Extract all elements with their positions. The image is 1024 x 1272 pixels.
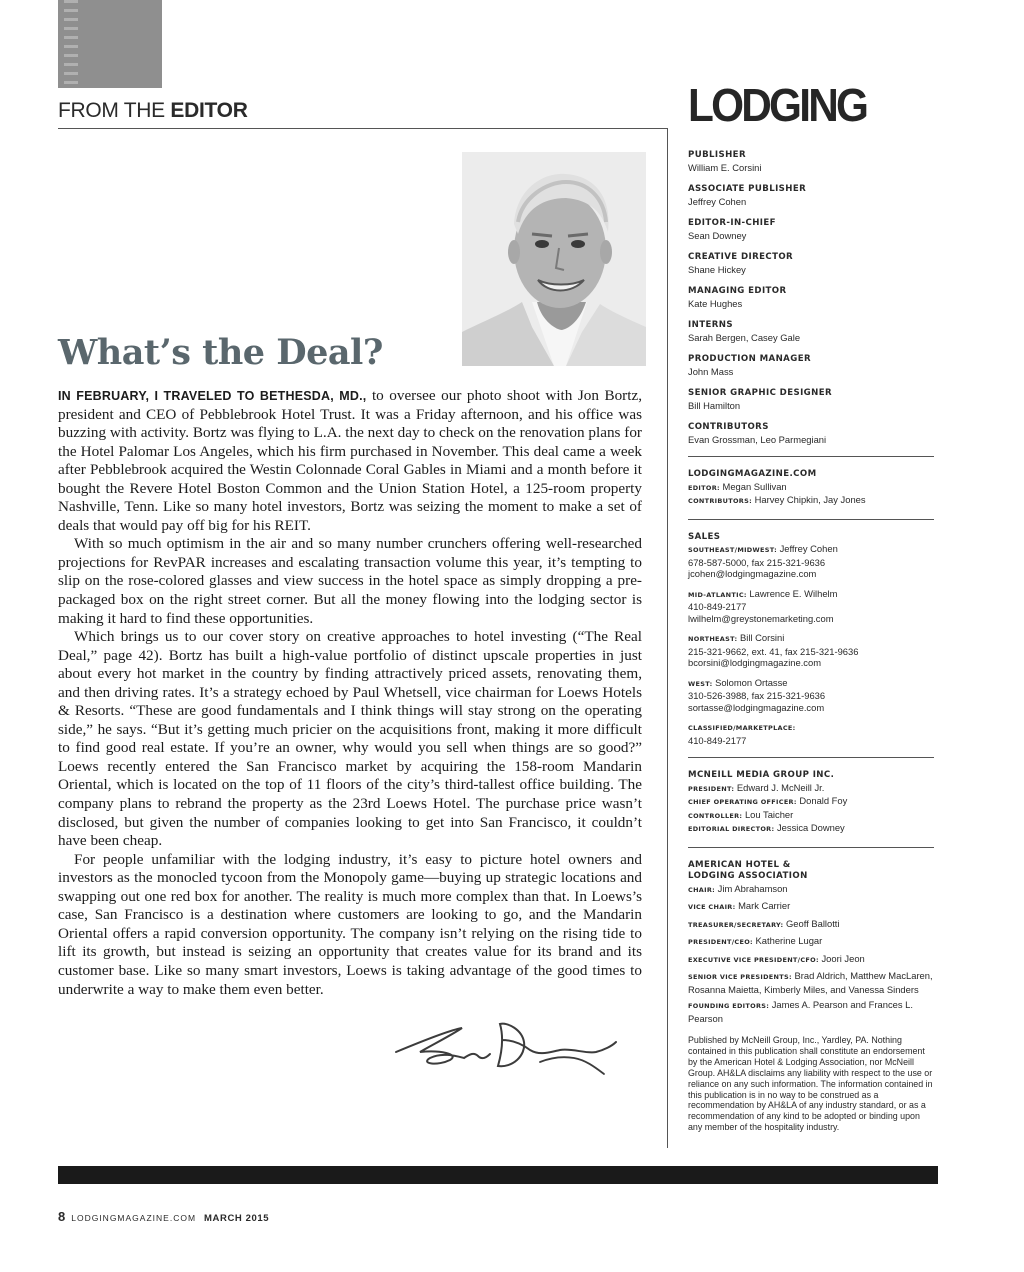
mcneill-title: MCNEILL MEDIA GROUP INC. xyxy=(688,770,835,780)
sales-rep-phone: 215-321-9662, ext. 41, fax 215-321-9636 xyxy=(688,645,859,657)
staff-name: Kate Hughes xyxy=(688,297,743,309)
sales-rep-email: bcorsini@lodgingmagazine.com xyxy=(688,657,822,668)
article-paragraph-2: With so much optimism in the air and so many number crunchers offering well-researched projections for RevPAR increases and escalating transaction volume this year, it’s tempting to slip on the rose-colored glasses and view success in the hotel space as simply dropping a pre-packaged box on the right street corner. But all the money flowing into the lodging sector is making it hard to find these opportunities. xyxy=(58,535,642,627)
sales-rep-line xyxy=(688,677,934,691)
editor-portrait-icon xyxy=(462,152,646,366)
sales-rep-email: jcohen@lodgingmagazine.com xyxy=(688,568,817,579)
masthead-row-label: VICE CHAIR: xyxy=(688,903,736,911)
sales-rep xyxy=(688,543,934,580)
section-label xyxy=(58,99,248,123)
article-lead-in: IN FEBRUARY, I TRAVELED TO BETHESDA, MD., xyxy=(58,389,367,403)
ahla-block xyxy=(688,860,934,1025)
footer-date: MARCH 2015 xyxy=(204,1213,270,1224)
sales-rep-email: sortasse@lodgingmagazine.com xyxy=(688,701,825,713)
footer-bar xyxy=(58,1166,938,1184)
masthead-divider xyxy=(688,519,934,520)
article-headline: What’s the Deal? xyxy=(58,332,383,373)
masthead-row-name: Jim Abrahamson xyxy=(715,882,788,894)
article-body xyxy=(58,387,642,999)
masthead-row xyxy=(688,795,934,809)
web-block xyxy=(688,469,934,508)
sales-rep-region: NORTHEAST: xyxy=(688,635,738,643)
sales-rep-line xyxy=(688,632,934,646)
sales-list xyxy=(688,543,934,713)
staff-entry xyxy=(688,286,934,309)
magazine-logo: LODGING xyxy=(688,79,867,131)
masthead-row xyxy=(688,782,934,796)
footer-site: LODGINGMAGAZINE.COM xyxy=(71,1213,197,1223)
staff-name: Evan Grossman, Leo Parmegiani xyxy=(688,433,827,445)
masthead-row xyxy=(688,970,934,995)
mcneill-block xyxy=(688,770,934,836)
sales-rep-region: SOUTHEAST/MIDWEST: xyxy=(688,546,777,554)
editor-photo xyxy=(462,152,646,366)
section-label-bold: EDITOR xyxy=(170,99,248,122)
article-paragraph-1 xyxy=(58,387,642,535)
sales-rep-phone: 410-849-2177 xyxy=(688,601,747,612)
masthead xyxy=(688,150,934,1133)
masthead-row xyxy=(688,999,934,1024)
sales-rep-line xyxy=(688,588,934,602)
sales-rep-phone: 310-526-3988, fax 215-321-9636 xyxy=(688,690,826,701)
staff-name: Jeffrey Cohen xyxy=(688,195,747,207)
staff-name: Shane Hickey xyxy=(688,263,746,275)
article-paragraph-3: Which brings us to our cover story on creative approaches to hotel investing (“The Real Deal,” page 42). Bortz has built a high-value portfolio of distinct upscale properties in just about every hot market in the country by finding attractively priced assets, renovating them, and then driving rates. It’s a strategy echoed by Paul Whetsell, vice chairman for Loews Hotels & Resorts. “These are good fundamentals and I think things will stay strong on the operating side,” he says. “But it’s getting much pricier on the acquisitions front, making it more difficult to find good real estate. If you’re an owner, why would you sell when things are so good?” Loews recently entered the San Francisco market by acquiring the 158-room Mandarin Oriental, which is located on the top of 11 floors of the city’s third-tallest office building. The company plans to rebrand the property as the 23rd Loews Hotel. The purchase price wasn’t disclosed, but given the number of companies looking to get into San Francisco, it couldn’t have been cheap. xyxy=(58,628,642,850)
masthead-row-label: CHAIR: xyxy=(688,885,716,894)
masthead-row-label: SENIOR VICE PRESIDENTS: xyxy=(688,973,792,981)
masthead-row-label: PRESIDENT/CEO: xyxy=(688,938,753,946)
masthead-row xyxy=(688,822,934,836)
staff-name: Sean Downey xyxy=(688,229,747,241)
staff-title: PUBLISHER xyxy=(688,150,746,160)
column-rule xyxy=(667,128,668,1148)
article-paragraph-1-text: to oversee our photo shoot with Jon Bortz, president and CEO of Pebblebrook Hotel Trust. It was a Friday afternoon, and his office was buzzing with activity. Bortz was flying to L.A. the next day to check on the renovation plans for the Hotel Palomar Los Angeles, which his firm purchased in November. This deal came a week after Pebblebrook acquired the Westin Colonnade Coral Gables in Miami and a month before it bought the Revere Hotel Boston Common and the Union Station Hotel, a 125-room property Nashville, Tenn. Like so many hotel investors, Bortz was seizing the moment to make a set of deals that would pay off big for his REIT. xyxy=(58,387,642,534)
masthead-row-name: Brad Aldrich, Matthew MacLaren, Rosanna Maietta, Kimberly Miles, and Vanessa Sinders xyxy=(688,970,933,995)
masthead-divider xyxy=(688,757,934,758)
masthead-divider xyxy=(688,456,934,457)
masthead-row xyxy=(688,918,934,932)
masthead-row-name: Edward J. McNeill Jr. xyxy=(734,781,825,793)
masthead-row-name: Mark Carrier xyxy=(735,900,791,911)
staff-entry xyxy=(688,388,934,411)
staff-entry xyxy=(688,320,934,343)
web-editor-name: Megan Sullivan xyxy=(719,480,787,492)
sales-rep xyxy=(688,677,934,714)
ahla-title-line1: AMERICAN HOTEL & xyxy=(688,859,791,870)
sales-rep-name: Solomon Ortasse xyxy=(712,676,788,688)
masthead-row-label: EDITORIAL DIRECTOR: xyxy=(688,825,775,833)
masthead-row-name: Lou Taicher xyxy=(742,808,794,820)
sales-title: SALES xyxy=(688,531,721,542)
staff-title: MANAGING EDITOR xyxy=(688,286,787,296)
staff-list xyxy=(688,150,934,445)
section-label-light: FROM THE xyxy=(58,99,171,122)
staff-name: Bill Hamilton xyxy=(688,399,741,411)
sales-rep-email: lwilhelm@greystonemarketing.com xyxy=(688,612,834,624)
staff-title: PRODUCTION MANAGER xyxy=(688,354,811,364)
web-title: LODGINGMAGAZINE.COM xyxy=(688,469,817,479)
page-footer xyxy=(58,1209,269,1224)
masthead-row-label: PRESIDENT: xyxy=(688,784,735,793)
corner-tab xyxy=(58,0,162,88)
sales-rep-region: MID-ATLANTIC: xyxy=(688,590,747,599)
staff-title: CONTRIBUTORS xyxy=(688,422,769,432)
sales-rep-name: Jeffrey Cohen xyxy=(776,543,838,554)
staff-title: EDITOR-IN-CHIEF xyxy=(688,218,776,228)
mcneill-list xyxy=(688,782,934,836)
sales-rep-phone: 678-587-5000, fax 215-321-9636 xyxy=(688,556,826,568)
masthead-row xyxy=(688,953,934,967)
staff-title: ASSOCIATE PUBLISHER xyxy=(688,184,807,194)
staff-entry xyxy=(688,422,934,445)
ahla-title-line2: LODGING ASSOCIATION xyxy=(688,871,808,881)
masthead-row-name: Geoff Ballotti xyxy=(783,917,840,929)
staff-entry xyxy=(688,150,934,173)
sales-rep-region: WEST: xyxy=(688,679,713,688)
masthead-row xyxy=(688,935,934,949)
staff-entry xyxy=(688,218,934,241)
classified-label: CLASSIFIED/MARKETPLACE: xyxy=(688,724,796,732)
masthead-row-label: FOUNDING EDITORS: xyxy=(688,1002,770,1010)
web-contributors-label: CONTRIBUTORS: xyxy=(688,497,752,505)
staff-name: William E. Corsini xyxy=(688,161,762,173)
sales-block xyxy=(688,532,934,747)
masthead-row-name: Katherine Lugar xyxy=(752,935,823,946)
masthead-row xyxy=(688,900,934,914)
sales-rep-name: Bill Corsini xyxy=(737,632,785,643)
web-editor-label: EDITOR: xyxy=(688,483,720,492)
masthead-row-label: CHIEF OPERATING OFFICER: xyxy=(688,798,797,806)
masthead-row-label: CONTROLLER: xyxy=(688,811,743,820)
masthead-row xyxy=(688,883,934,897)
staff-entry xyxy=(688,354,934,377)
masthead-row-name: Jessica Downey xyxy=(774,822,845,833)
staff-title: SENIOR GRAPHIC DESIGNER xyxy=(688,388,832,398)
sales-rep-name: Lawrence E. Wilhelm xyxy=(746,587,838,599)
masthead-row-name: Joori Jeon xyxy=(818,952,865,964)
sales-rep-line xyxy=(688,543,934,557)
staff-title: INTERNS xyxy=(688,320,733,330)
staff-entry xyxy=(688,252,934,275)
sales-rep xyxy=(688,588,934,625)
publisher-disclaimer: Published by McNeill Group, Inc., Yardley, PA. Nothing contained in this publication shall constitute an endorsement by the American Hotel & Lodging Association, nor McNeill Group. AH&LA disclaims any liability with respect to the use or reliance on any such information. The information contained in this publication is in no way to be construed as a recommendation by AH&LA of any industry standard, or as a recommendation of any kind to be adopted or binding upon any member of the hospitality industry. xyxy=(688,1035,933,1133)
sales-rep xyxy=(688,632,934,669)
chevron-pattern-icon xyxy=(64,0,78,88)
page-number: 8 xyxy=(58,1209,66,1224)
masthead-divider xyxy=(688,847,934,848)
article-paragraph-4: For people unfamiliar with the lodging industry, it’s easy to picture hotel owners and investors as the monocled tycoon from the Monopoly game—buying up strategic locations and swapping out one red box for another. The reality is much more complex than that. In Loews’s case, San Francisco is a destination where customers are looking to go, and the Mandarin Oriental offers a rapid conversion opportunity. The company isn’t relying on the rising tide to lift its growth, but instead is seizing an opportunity that creates value for its brand and its customer base. Like so many smart investors, Loews is taking advantage of the good times to underwrite a way to make them even better. xyxy=(58,850,642,998)
web-contributors-names: Harvey Chipkin, Jay Jones xyxy=(751,494,866,505)
header-rule xyxy=(58,128,668,129)
staff-entry xyxy=(688,184,934,207)
masthead-row-label: TREASURER/SECRETARY: xyxy=(688,920,784,929)
masthead-row-label: EXECUTIVE VICE PRESIDENT/CFO: xyxy=(688,955,819,964)
masthead-row xyxy=(688,809,934,823)
classified-phone: 410-849-2177 xyxy=(688,734,747,746)
staff-name: Sarah Bergen, Casey Gale xyxy=(688,331,801,343)
editor-signature-icon xyxy=(390,1012,620,1082)
staff-name: John Mass xyxy=(688,365,734,377)
staff-title: CREATIVE DIRECTOR xyxy=(688,252,794,262)
masthead-row-name: James A. Pearson and Frances L. Pearson xyxy=(688,999,913,1024)
masthead-row-name: Donald Foy xyxy=(796,795,848,806)
ahla-list xyxy=(688,883,934,1025)
